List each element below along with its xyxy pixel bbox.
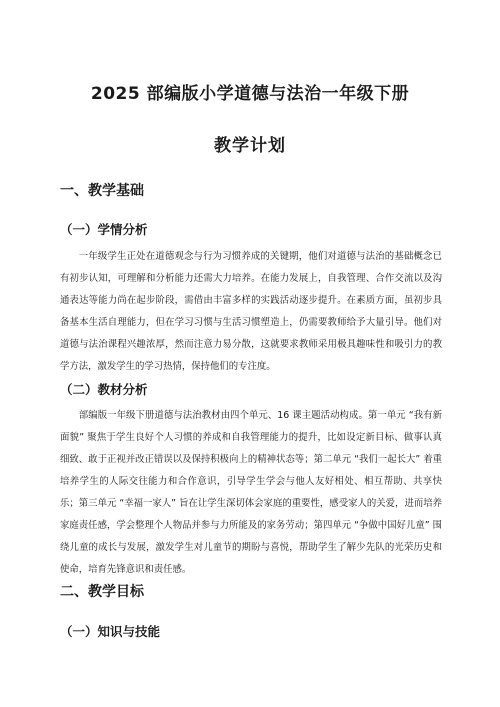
subsection-heading-knowledge-skills: （一）知识与技能 (60, 624, 161, 639)
document-subtitle: 教学计划 (214, 136, 286, 156)
subsection-heading-student-analysis: （一）学情分析 (60, 222, 148, 237)
document-title: 2025 部编版小学道德与法治一年级下册 (90, 84, 410, 104)
paragraph-student-analysis: 一年级学生正处在道德观念与行为习惯养成的关键期，他们对道德与法治的基础概念已有初步认知，可理解和分析能力还需大力培养。在能力发展上，自我管理、合作交流以及沟通表达等能力尚在起步阶段，需借由丰富多样的实践活动逐步提升。在素质方面，虽初步具备基本生活自理能力，但在学习习惯与生活习惯塑造上，仍需要教师给予大量引导。他们对道德与法治课程兴趣浓厚，然而注意力易分散，这就要求教师采用极具趣味性和吸引力的教学方法，激发学生的学习热情，保持他们的专注度。 (60, 251, 442, 372)
section-heading-teaching-goals: 二、教学目标 (60, 584, 144, 600)
subsection-heading-textbook-analysis: （二）教材分析 (60, 382, 148, 397)
section-heading-teaching-basis: 一、教学基础 (60, 183, 144, 199)
paragraph-textbook-analysis: 部编版一年级下册道德与法治教材由四个单元、16 课主题活动构成。第一单元 “我有新面貌” 聚焦于学生良好个人习惯的养成和自我管理能力的提升，比如设定新目标、做事认真细致、敢于正视并改正错误以及保持积极向上的精神状态等；第二单元 “我们一起长大” 着重培养学生的人际交往能力和合作意识，引导学生学会与他人友好相处、相互帮助、共享快乐；第三单元 “幸福一家人” 旨在让学生深切体会家庭的重要性，感受家人的关爱，进而培养家庭责任感，学会整理个人物品并参与力所能及的家务劳动；第四单元 “争做中国好儿童” 围绕儿童的成长与发展，激发学生对儿童节的期盼与喜悦，帮助学生了解少先队的光荣历史和使命，培育先锋意识和责任感。 (60, 410, 442, 575)
